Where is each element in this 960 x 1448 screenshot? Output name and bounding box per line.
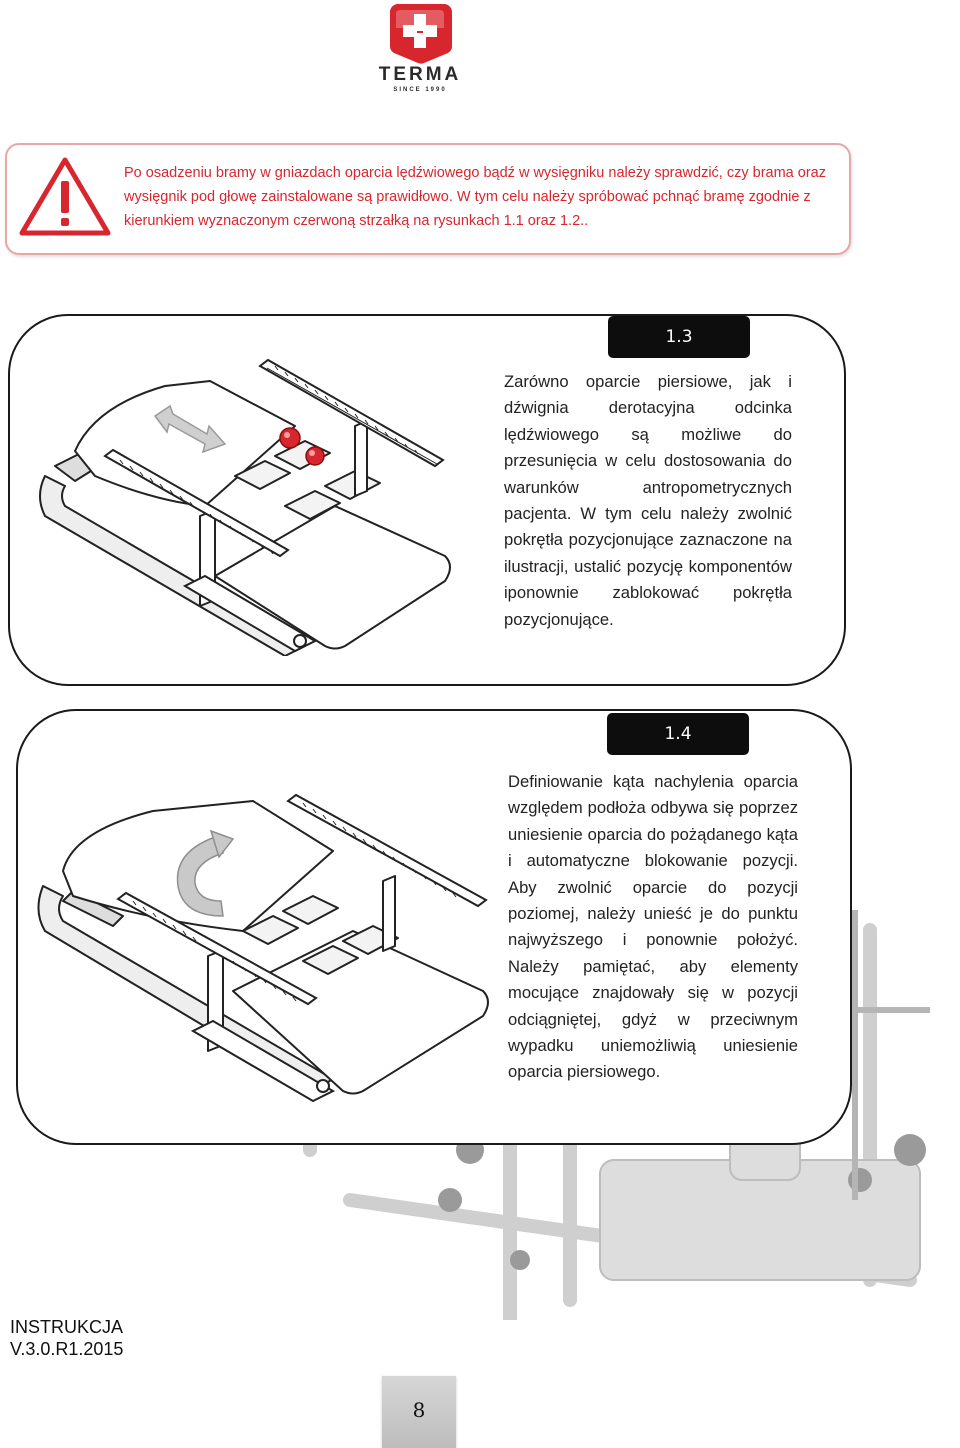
backrest-tilt-illustration	[33, 791, 513, 1111]
terma-cross-icon	[360, 0, 480, 64]
section-badge: 1.4	[607, 713, 749, 755]
brand-since: SINCE 1990	[393, 87, 447, 93]
document-revision: V.3.0.R1.2015	[10, 1339, 124, 1359]
brand-name: TERMA	[378, 64, 462, 85]
section-badge: 1.3	[608, 316, 750, 358]
warning-text: Po osadzeniu bramy w gniazdach oparcia lędźwiowego bądź w wysięgniku należy sprawdzić, czy brama oraz wysięgnik pod głowę zainstalowane są prawidłowo. W tym celu należy spróbować pchnąć bramę zgodnie z kierunkiem wyznaczonym czerwoną strzałką na rysunkach 1.1 oraz 1.2..	[124, 165, 826, 229]
terma-logo	[360, 0, 480, 100]
document-version	[10, 1316, 123, 1360]
section-1-4	[16, 709, 852, 1145]
section-text: Definiowanie kąta nachylenia oparcia względem podłoża odbywa się poprzez uniesienie oparcia do pożądanego kąta i automatyczne blokowanie pozycji. Aby zwolnić oparcie do pozycji poziomej, należy unieść je do punktu najwyższego i ponownie położyć. Należy pamiętać, aby elementy mocujące znajdowały się w pozycji odciągniętej, gdyż w przeciwnym wypadku uniemożliwią uniesienie oparcia piersiowego.	[508, 772, 798, 1082]
frame-sliding-adjustment-illustration	[35, 356, 485, 656]
section-text: Zarówno oparcie piersiowe, jak i dźwignia derotacyjna odcinka lędźwiowego są możliwe do przesunięcia w celu dostosowania do warunków antropometrycznych pacjenta. W tym celu należy zwolnić pokrętła pozycjonujące zaznaczone na ilustracji, ustalić pozycję komponentów iponownie zablokować pokrętła pozycjonujące.	[504, 372, 792, 629]
page-number-box	[382, 1376, 456, 1448]
warning-triangle-icon	[17, 155, 113, 237]
section-1-3	[8, 314, 846, 686]
page-number: 8	[412, 1398, 426, 1422]
document-title: INSTRUKCJA	[10, 1317, 124, 1337]
warning-box	[5, 143, 851, 255]
